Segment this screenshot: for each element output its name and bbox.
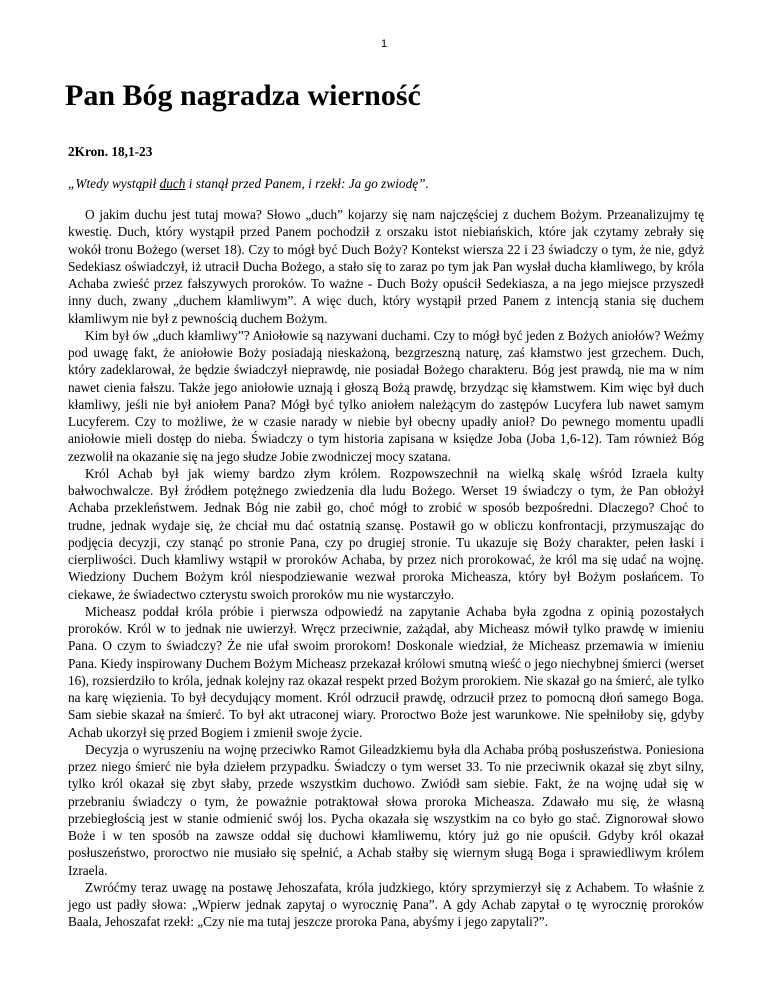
page-number: 1 [380,38,388,50]
document-title: Pan Bóg nagradza wierność [65,79,421,112]
paragraph-5: Decyzja o wyruszeniu na wojnę przeciwko Ramot Gileadzkiemu była dla Achaba próbą posłuszeństwa. Poniesiona przez niego śmierć nie była dziełem przypadku. Świadczy o tym werset 33. To nie przeciwnik okazał się zbyt silny, tylko król okazał się zbyt słaby, przede wszystkim duchowo. Zwiódł sam siebie. Fakt, że na wojnę udał się w przebraniu świadczy o tym, że poważnie potraktował słowa proroka Micheasza. Zdawało mu się, że własną przebiegłością jest w stanie odmienić swój los. Pycha okazała się wszystkim na co było go stać. Zignorował słowo Boże i w ten sposób na zawsze oddał się duchowi kłamliwemu, który już go nie opuścił. Gdyby król okazał posłuszeństwo, proroctwo nie musiało się spełnić, a Achab stałby się wiernym sługą Boga i sprawiedliwym królem Izraela. [68,741,704,878]
quote-text-after: i stanął przed Panem, i rzekł: Ja go zwiodę”. [185,176,429,191]
body-text [68,206,704,931]
paragraph-2: Kim był ów „duch kłamliwy”? Aniołowie są nazywani duchami. Czy to mógł być jeden z Bożych aniołów? Weźmy pod uwagę fakt, że aniołowie Boży posiadają nieskażoną, bezgrzeszną naturę, zaś kłamstwo jest grzechem. Duch, który zadeklarował, że będzie świadczył nieprawdę, nie posiadał Bożego charakteru. Bóg jest prawdą, nie ma w nim nawet cienia fałszu. Także jego aniołowie uznają i głoszą Bożą prawdę, brzydząc się kłamstwem. Kim więc był duch kłamliwy, jeśli nie był aniołem Pana? Mógł być tylko aniołem należącym do zastępów Lucyfera lub nawet samym Lucyferem. Czy to możliwe, że w czasie narady w niebie był obecny upadły anioł? Do pewnego momentu upadli aniołowie mieli dostęp do nieba. Świadczy o tym historia zapisana w księdze Joba (Joba 1,6-12). Tam również Bóg zezwolił na okazanie się na jego słudze Jobie zwodniczej mocy szatana. [68,327,704,464]
scripture-quote [68,176,429,192]
paragraph-1: O jakim duchu jest tutaj mowa? Słowo „duch” kojarzy się nam najczęściej z duchem Bożym. Przeanalizujmy tę kwestię. Duch, który wystąpił przed Panem pochodził z orszaku istot niebiańskich, które jak czytamy zebrały się wokół tronu Bożego (werset 18). Czy to mógł być Duch Boży? Kontekst wiersza 22 i 23 świadczy o tym, że nie, gdyż Sedekiasz oświadczył, iż utracił Ducha Bożego, a stało się to zaraz po tym jak Pan wysłał ducha kłamliwego, by króla Achaba zwieść przez fałszywych proroków. To ważne - Duch Boży opuścił Sedekiasza, a na jego miejsce przyszedł inny duch, zwany „duchem kłamliwym”. A więc duch, który wystąpił przed Panem z intencją stania się duchem kłamliwym nie był z pewnością duchem Bożym. [68,207,704,326]
quote-text-before: „Wtedy wystąpił [68,176,160,191]
quote-underlined-word: duch [159,176,186,191]
scripture-reference: 2Kron. 18,1-23 [68,144,153,159]
paragraph-6: Zwróćmy teraz uwagę na postawę Jehoszafata, króla judzkiego, który sprzymierzył się z Achabem. To właśnie z jego ust padły słowa: „Wpierw jednak zapytaj o wyrocznię Pana”. A gdy Achab zapytał o tę wyrocznię proroków Baala, Jehoszafat rzekł: „Czy nie ma tutaj jeszcze proroka Pana, abyśmy i jego zapytali?”. [68,879,704,930]
paragraph-3: Król Achab był jak wiemy bardzo złym królem. Rozpowszechnił na wielką skalę wśród Izraela kulty bałwochwalcze. Był źródłem potężnego zwiedzenia dla ludu Bożego. Werset 19 świadczy o tym, że Pan obłożył Achaba przekleństwem. Jednak Bóg nie zabił go, choć mógł to zrobić w sposób bezpośredni. Dlaczego? Choć to trudne, jednak wydaje się, że chciał mu dać ostatnią szansę. Postawił go w obliczu konfrontacji, przymuszając do podjęcia decyzji, czy stanąć po stronie Pana, czy po drugiej stronie. Tu ukazuje się Boży charakter, pełen łaski i cierpliwości. Duch kłamliwy wstąpił w proroków Achaba, by przez nich prorokować, że król ma się udać na wojnę. Wiedziony Duchem Bożym król niespodziewanie wezwał proroka Micheasza, który był Bożym posłańcem. To ciekawe, że świadectwo czterystu swoich proroków mu nie wystarczyło. [68,465,704,602]
paragraph-4: Micheasz poddał króla próbie i pierwsza odpowiedź na zapytanie Achaba była zgodna z opinią pozostałych proroków. Król w to jednak nie uwierzył. Wręcz przeciwnie, zażądał, aby Micheasz mówił tylko prawdę w imieniu Pana. O czym to świadczy? Że nie ufał swoim prorokom! Doskonale wiedział, że Micheasz przemawia w imieniu Pana. Kiedy inspirowany Duchem Bożym Micheasz przekazał królowi smutną wieść o jego niechybnej śmierci (werset 16), rozsierdziło to króla, jednak kolejny raz okazał respekt przed Bożym prorokiem. Nie skazał go na śmierć, ale tylko na karę więzienia. To był decydujący moment. Król odrzucił prawdę, odrzucił przez to pomocną dłoń samego Boga. Sam siebie skazał na śmierć. To był akt utraconej wiary. Proroctwo Boże jest warunkowe. Nie spełniłoby się, gdyby Achab ukorzył się przed Bogiem i zmienił swoje życie. [68,603,704,740]
